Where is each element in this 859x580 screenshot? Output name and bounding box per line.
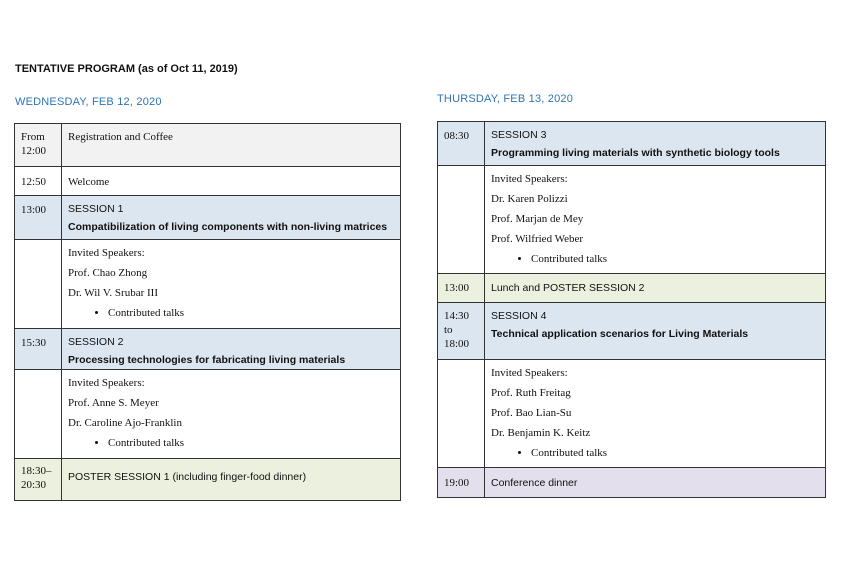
speaker-name: Prof. Wilfried Weber xyxy=(491,233,584,245)
desc-cell: Welcome xyxy=(62,167,401,196)
page-title: TENTATIVE PROGRAM (as of Oct 11, 2019) xyxy=(15,63,238,75)
table-row xyxy=(15,240,401,329)
time-cell: 08:30 xyxy=(438,122,485,166)
table-row xyxy=(438,360,826,468)
time-text: 12:00 xyxy=(21,145,47,157)
contributed-talks: • Contributed talks xyxy=(108,303,394,323)
time-text: From xyxy=(21,131,45,143)
table-row xyxy=(15,459,401,501)
session-label: SESSION 1 xyxy=(68,203,124,215)
time-cell xyxy=(15,240,62,329)
desc-cell: Lunch and POSTER SESSION 2 xyxy=(485,274,826,303)
table-row xyxy=(15,196,401,240)
time-cell xyxy=(15,124,62,167)
speakers-heading: Invited Speakers: xyxy=(491,173,568,185)
session-title: Programming living materials with synthetic biology tools xyxy=(491,147,780,159)
desc-cell: Conference dinner xyxy=(485,468,826,498)
time-cell xyxy=(438,360,485,468)
time-text: to xyxy=(444,324,453,336)
contributed-talks: • Contributed talks xyxy=(531,249,819,269)
table-row xyxy=(15,167,401,196)
time-cell xyxy=(15,459,62,501)
day2-schedule-table xyxy=(437,121,826,498)
speakers-heading: Invited Speakers: xyxy=(68,377,145,389)
speakers-heading: Invited Speakers: xyxy=(68,247,145,259)
table-row xyxy=(15,329,401,370)
table-row xyxy=(438,122,826,166)
time-cell: 13:00 xyxy=(15,196,62,240)
desc-cell xyxy=(485,303,826,360)
desc-cell: POSTER SESSION 1 (including finger-food dinner) xyxy=(62,459,401,501)
desc-cell xyxy=(62,196,401,240)
time-text: 14:30 xyxy=(444,310,470,322)
session-label: SESSION 3 xyxy=(491,129,547,141)
table-row xyxy=(438,303,826,360)
speaker-name: Dr. Wil V. Srubar III xyxy=(68,287,158,299)
contributed-talks: • Contributed talks xyxy=(531,443,819,463)
table-row xyxy=(438,468,826,498)
table-row xyxy=(438,274,826,303)
time-cell: 19:00 xyxy=(438,468,485,498)
speaker-name: Dr. Karen Polizzi xyxy=(491,193,568,205)
day1-schedule-table xyxy=(14,123,401,501)
time-cell: 13:00 xyxy=(438,274,485,303)
session-label: SESSION 2 xyxy=(68,336,124,348)
day1-header: WEDNESDAY, FEB 12, 2020 xyxy=(15,96,162,108)
time-cell xyxy=(438,303,485,360)
desc-cell xyxy=(62,329,401,370)
desc-cell: Registration and Coffee xyxy=(62,124,401,167)
time-text: 20:30 xyxy=(21,479,47,491)
session-title: Technical application scenarios for Living Materials xyxy=(491,328,749,340)
session-title: Compatibilization of living components with non-living matrices xyxy=(68,221,388,233)
desc-cell xyxy=(485,122,826,166)
session-title: Processing technologies for fabricating living materials xyxy=(68,354,346,366)
speaker-name: Dr. Caroline Ajo-Franklin xyxy=(68,417,182,429)
table-row xyxy=(15,370,401,459)
desc-cell xyxy=(62,240,401,329)
session-label: SESSION 4 xyxy=(491,310,547,322)
time-text: 18:30– xyxy=(21,465,52,477)
desc-cell xyxy=(62,370,401,459)
contributed-talks: • Contributed talks xyxy=(108,433,394,453)
speaker-name: Prof. Ruth Freitag xyxy=(491,387,571,399)
desc-cell xyxy=(485,360,826,468)
speaker-name: Prof. Anne S. Meyer xyxy=(68,397,159,409)
speaker-name: Dr. Benjamin K. Keitz xyxy=(491,427,591,439)
speaker-name: Prof. Chao Zhong xyxy=(68,267,148,279)
time-cell xyxy=(15,370,62,459)
speaker-name: Prof. Marjan de Mey xyxy=(491,213,584,225)
speakers-heading: Invited Speakers: xyxy=(491,367,568,379)
time-text: 18:00 xyxy=(444,338,470,350)
day2-header: THURSDAY, FEB 13, 2020 xyxy=(437,93,574,105)
time-cell: 12:50 xyxy=(15,167,62,196)
table-row xyxy=(438,166,826,274)
time-cell: 15:30 xyxy=(15,329,62,370)
table-row xyxy=(15,124,401,167)
time-cell xyxy=(438,166,485,274)
speaker-name: Prof. Bao Lian-Su xyxy=(491,407,572,419)
desc-cell xyxy=(485,166,826,274)
